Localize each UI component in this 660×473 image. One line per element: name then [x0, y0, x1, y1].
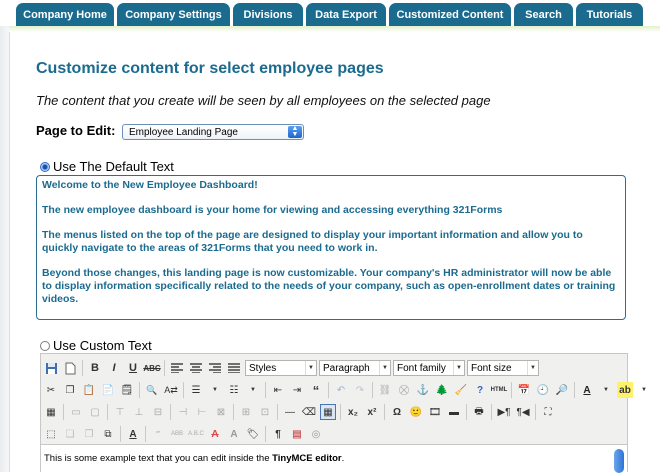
toolbar-separator — [511, 382, 512, 398]
delete-col-icon[interactable]: ⊠ — [216, 406, 226, 418]
default-paragraph: Beyond those changes, this landing page is now customizable. Your company's HR administrator will now be able to display information specifically related to the needs of your company, such as open-enrollment dates or training videos. — [42, 267, 616, 305]
toolbar-separator — [139, 382, 140, 398]
default-text-label: Use The Default Text — [53, 159, 174, 174]
chevron-down-icon: ▼ — [527, 361, 538, 375]
toolbar-separator — [82, 360, 83, 376]
show-blocks-icon[interactable]: ¶ — [275, 428, 281, 440]
absolute-position-icon[interactable]: ⧉ — [104, 428, 112, 440]
media-icon[interactable]: 🎞 — [428, 406, 442, 418]
insert-col-before-icon[interactable]: ⊣ — [178, 406, 188, 418]
fullscreen-icon[interactable]: ⛶ — [544, 406, 552, 418]
select-arrows-icon: ▲ ▼ — [288, 126, 302, 138]
remove-format-icon[interactable]: ⌫ — [301, 406, 317, 418]
abbreviation-icon[interactable]: ABB — [170, 431, 183, 437]
tab-search[interactable]: Search — [514, 3, 573, 26]
move-backward-icon[interactable]: ❐ — [84, 428, 94, 440]
align-justify-icon[interactable] — [226, 360, 242, 376]
toolbar-separator — [63, 404, 64, 420]
non-breaking-icon[interactable]: ▤ — [292, 428, 302, 440]
template-icon[interactable]: ◎ — [311, 428, 321, 440]
cite-icon[interactable]: “” — [155, 430, 161, 438]
styles-dropdown-value: Styles — [249, 362, 277, 374]
cleanup-icon[interactable]: 🧹 — [454, 384, 468, 396]
ltr-icon[interactable]: ▶¶ — [497, 406, 511, 418]
editor-content-text: This is some example text that you can edit inside the — [44, 453, 273, 464]
toolbar-separator — [535, 404, 536, 420]
insert-row-after-icon[interactable]: ⊥ — [134, 406, 144, 418]
tab-company-settings[interactable]: Company Settings — [117, 3, 230, 26]
toolbar-separator — [107, 404, 108, 420]
toolbar-separator — [183, 382, 184, 398]
tab-divisions[interactable]: Divisions — [233, 3, 303, 26]
text-color-icon[interactable]: A — [583, 384, 591, 396]
font-size-dropdown-value: Font size — [471, 362, 512, 374]
toolbar-separator — [164, 360, 165, 376]
page-title: Customize content for select employee pages — [36, 60, 384, 77]
align-right-icon[interactable] — [207, 360, 223, 376]
toolbar-separator — [340, 404, 341, 420]
tab-tutorials[interactable]: Tutorials — [576, 3, 643, 26]
toolbar-separator — [384, 404, 385, 420]
image-icon[interactable]: 🌲 — [435, 384, 449, 396]
custom-text-option[interactable] — [40, 338, 152, 353]
indent-icon[interactable]: ⇥ — [292, 384, 302, 396]
italic-button[interactable]: I — [112, 362, 116, 374]
tab-customized-content[interactable]: Customized Content — [389, 3, 511, 26]
replace-icon[interactable]: A⇄ — [164, 384, 178, 395]
page-subtitle: The content that you create will be seen by all employees on the selected page — [36, 93, 491, 108]
main-tab-bar — [0, 0, 660, 26]
paste-text-icon[interactable]: 📄 — [101, 384, 115, 396]
page-to-edit-value: Employee Landing Page — [129, 126, 238, 138]
unlink-icon[interactable]: ⛒ — [398, 384, 410, 396]
editor-scrollbar[interactable] — [614, 449, 624, 473]
toolbar-separator — [145, 426, 146, 442]
default-text-box — [36, 175, 626, 320]
editor-content-bold: TinyMCE editor — [272, 453, 342, 464]
format-dropdown-value: Paragraph — [323, 362, 370, 374]
strikethrough-button[interactable]: ABC — [143, 363, 161, 373]
insert-text-icon[interactable]: A — [230, 428, 238, 440]
paste-icon[interactable]: 📋 — [82, 384, 96, 396]
toolbar-separator — [372, 382, 373, 398]
paste-word-icon[interactable]: 🗒 — [120, 384, 134, 396]
undo-icon[interactable]: ↶ — [336, 384, 346, 396]
chevron-down-icon: ▼ — [379, 361, 390, 375]
new-document-icon[interactable] — [62, 360, 78, 376]
rich-text-editor — [40, 353, 647, 472]
toolbar-row-4 — [43, 424, 327, 444]
insert-date-icon[interactable]: 📅 — [517, 384, 531, 396]
default-paragraph: The menus listed on the top of the page are designed to display your important information and allow you to quickly navigate to the areas of 321Forms that you need to work in. — [42, 229, 583, 254]
advanced-hr-icon[interactable]: ▬ — [449, 406, 459, 418]
custom-text-label: Use Custom Text — [53, 338, 152, 353]
default-paragraph: Welcome to the New Employee Dashboard! — [42, 179, 258, 191]
merge-cells-icon[interactable]: ⊡ — [260, 406, 270, 418]
default-text-option[interactable] — [40, 159, 174, 174]
styles-dropdown[interactable] — [245, 360, 317, 376]
chevron-down-icon: ▼ — [305, 361, 316, 375]
move-forward-icon[interactable]: ❏ — [65, 428, 75, 440]
default-text-radio[interactable] — [40, 162, 50, 172]
anchor-icon[interactable]: ⚓ — [416, 384, 430, 396]
chevron-down-icon[interactable]: ▼ — [641, 387, 647, 393]
numbered-list-icon[interactable]: ☷ — [229, 384, 239, 396]
subscript-icon[interactable]: x₂ — [347, 406, 358, 418]
toolbar-row-1 — [43, 358, 541, 378]
panel-top-highlight — [9, 26, 660, 32]
delete-row-icon[interactable]: ⊟ — [153, 406, 163, 418]
save-icon[interactable] — [43, 360, 59, 376]
chevron-down-icon[interactable]: ▼ — [250, 387, 256, 393]
editor-content-suffix: . — [341, 453, 345, 464]
bold-button[interactable]: B — [91, 362, 99, 374]
html-source-icon[interactable]: HTML — [490, 387, 508, 393]
insert-col-after-icon[interactable]: ⊢ — [197, 406, 207, 418]
insert-time-icon[interactable]: 🕘 — [536, 384, 550, 396]
blockquote-icon[interactable]: “ — [312, 382, 320, 398]
editor-content-area[interactable] — [41, 444, 627, 473]
font-family-dropdown-value: Font family — [397, 362, 446, 374]
bullet-list-icon[interactable]: ☰ — [191, 384, 201, 396]
font-family-dropdown[interactable] — [393, 360, 465, 376]
default-paragraph: The new employee dashboard is your home for viewing and accessing everything 321Forms — [42, 204, 503, 216]
chevron-down-icon[interactable]: ▼ — [212, 387, 218, 393]
toolbar-separator — [277, 404, 278, 420]
special-char-icon[interactable]: Ω — [392, 406, 402, 418]
toolbar-separator — [328, 382, 329, 398]
tab-company-home[interactable]: Company Home — [16, 3, 114, 26]
superscript-icon[interactable]: x² — [367, 406, 377, 418]
outdent-icon[interactable]: ⇤ — [273, 384, 283, 396]
align-left-icon[interactable] — [169, 360, 185, 376]
table-row-props-icon[interactable]: ▭ — [71, 406, 81, 418]
page-edge-shade — [0, 26, 9, 472]
help-icon[interactable]: ? — [476, 384, 484, 396]
split-cells-icon[interactable]: ⊞ — [241, 406, 251, 418]
table-cell-props-icon[interactable]: ▢ — [90, 406, 100, 418]
insert-table-icon[interactable]: ▦ — [46, 406, 56, 418]
styleprops-icon[interactable]: A — [129, 428, 137, 440]
toolbar-separator — [265, 426, 266, 442]
redo-icon[interactable]: ↷ — [355, 384, 365, 396]
toolbar-row-2 — [43, 380, 655, 400]
underline-button[interactable]: U — [129, 362, 137, 374]
insert-layer-icon[interactable]: ⬚ — [46, 428, 56, 440]
emoticons-icon[interactable]: 🙂 — [409, 406, 423, 418]
chevron-down-icon: ▼ — [453, 361, 464, 375]
tab-data-export[interactable]: Data Export — [306, 3, 386, 26]
toolbar-row-3 — [43, 402, 559, 422]
delete-text-icon[interactable]: A — [211, 428, 219, 440]
visual-aid-icon[interactable]: ▦ — [320, 404, 336, 420]
page-to-edit-label: Page to Edit: — [36, 123, 116, 138]
background-color-icon[interactable]: ab — [617, 382, 633, 398]
chevron-down-icon[interactable]: ▼ — [603, 387, 609, 393]
acronym-icon[interactable]: A.B.C — [188, 431, 204, 437]
preview-icon[interactable]: 🔎 — [555, 384, 569, 396]
toolbar-separator — [120, 426, 121, 442]
font-size-dropdown[interactable] — [467, 360, 539, 376]
format-dropdown[interactable] — [319, 360, 391, 376]
toolbar-separator — [265, 382, 266, 398]
horizontal-rule-icon[interactable]: — — [285, 406, 295, 418]
toolbar-separator — [466, 404, 467, 420]
attributes-icon[interactable]: 🏷 — [246, 428, 260, 440]
insert-row-before-icon[interactable]: ⊤ — [115, 406, 125, 418]
toolbar-separator — [574, 382, 575, 398]
toolbar-separator — [170, 404, 171, 420]
copy-icon[interactable]: ❐ — [65, 384, 75, 396]
print-icon[interactable]: 🖶 — [474, 405, 484, 417]
cut-icon[interactable]: ✂ — [46, 384, 56, 396]
find-icon[interactable]: 🔍 — [146, 384, 158, 395]
custom-text-radio[interactable] — [40, 341, 50, 351]
align-center-icon[interactable] — [188, 360, 204, 376]
page-to-edit-select[interactable] — [122, 124, 304, 140]
toolbar-separator — [491, 404, 492, 420]
link-icon[interactable]: ⛓ — [378, 384, 392, 396]
toolbar-separator — [233, 404, 234, 420]
rtl-icon[interactable]: ¶◀ — [516, 406, 530, 418]
